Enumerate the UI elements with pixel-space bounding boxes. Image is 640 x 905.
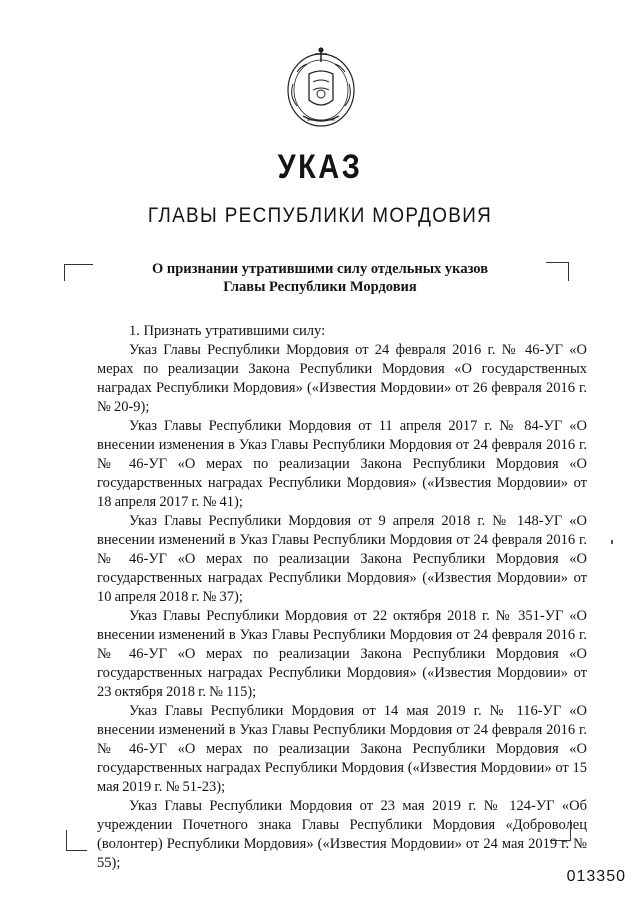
document-title: УКАЗ xyxy=(277,148,363,186)
document-serial-number: 013350 xyxy=(566,868,626,885)
decree-paragraph: Указ Главы Республики Мордовия от 24 февраля 2016 г. № 46-УГ «О мерах по реализации Закона Республики Мордовия «О государственных наградах Республики Мордовия» («Известия Мордовии» от 26 февраля 2016 г. № 20-9); xyxy=(97,342,587,415)
margin-corner-bottom-left xyxy=(66,830,87,851)
document-subtitle: ГЛАВЫ РЕСПУБЛИКИ МОРДОВИЯ xyxy=(147,204,493,227)
item-1-heading: 1. Признать утратившими силу: xyxy=(129,323,326,339)
decree-heading xyxy=(0,260,640,296)
margin-corner-bottom-right xyxy=(550,820,571,841)
decree-heading-line1: О признании утратившими силу отдельных указов xyxy=(151,261,489,277)
decree-paragraph: Указ Главы Республики Мордовия от 14 мая 2019 г. № 116-УГ «О внесении изменений в Указ Главы Республики Мордовия от 24 февраля 2016 г. № 46-УГ «О мерах по реализации Закона Республики Мордовия «О государственных наградах Республики Мордовия («Известия Мордовии» от 15 мая 2019 г. № 51-23); xyxy=(97,703,587,795)
decree-paragraph: Указ Главы Республики Мордовия от 22 октября 2018 г. № 351-УГ «О внесении изменений в Указ Главы Республики Мордовия от 24 февраля 2016 г. № 46-УГ «О мерах по реализации Закона Республики Мордовия «О государственных наградах Республики Мордовия» («Известия Мордовии» от 23 октября 2018 г. № 115); xyxy=(97,608,587,700)
coat-of-arms-icon xyxy=(283,44,359,130)
decree-paragraph: Указ Главы Республики Мордовия от 23 мая 2019 г. № 124-УГ «Об учреждении Почетного знака Главы Республики Мордовия «Доброволец (волонтер) Республики Мордовия» («Известия Мордовии» от 24 мая 2019 г. № 55); xyxy=(97,798,587,871)
decree-body xyxy=(97,322,587,873)
decree-paragraph: Указ Главы Республики Мордовия от 11 апреля 2017 г. № 84-УГ «О внесении изменения в Указ Главы Республики Мордовия от 24 февраля 2016 г. № 46-УГ «О мерах по реализации Закона Республики Мордовия «О государственных наградах Республики Мордовия» («Известия Мордовии» от 18 апреля 2017 г. № 41); xyxy=(97,418,587,510)
decree-paragraph: Указ Главы Республики Мордовия от 9 апреля 2018 г. № 148-УГ «О внесении изменений в Указ Главы Республики Мордовия от 24 февраля 2016 г. № 46-УГ «О мерах по реализации Закона Республики Мордовия «О государственных наградах Республики Мордовия» («Известия Мордовии» от 10 апреля 2018 г. № 37); xyxy=(97,513,587,605)
decree-heading-line2: Главы Республики Мордовия xyxy=(223,279,417,295)
scan-artifact xyxy=(611,540,613,544)
